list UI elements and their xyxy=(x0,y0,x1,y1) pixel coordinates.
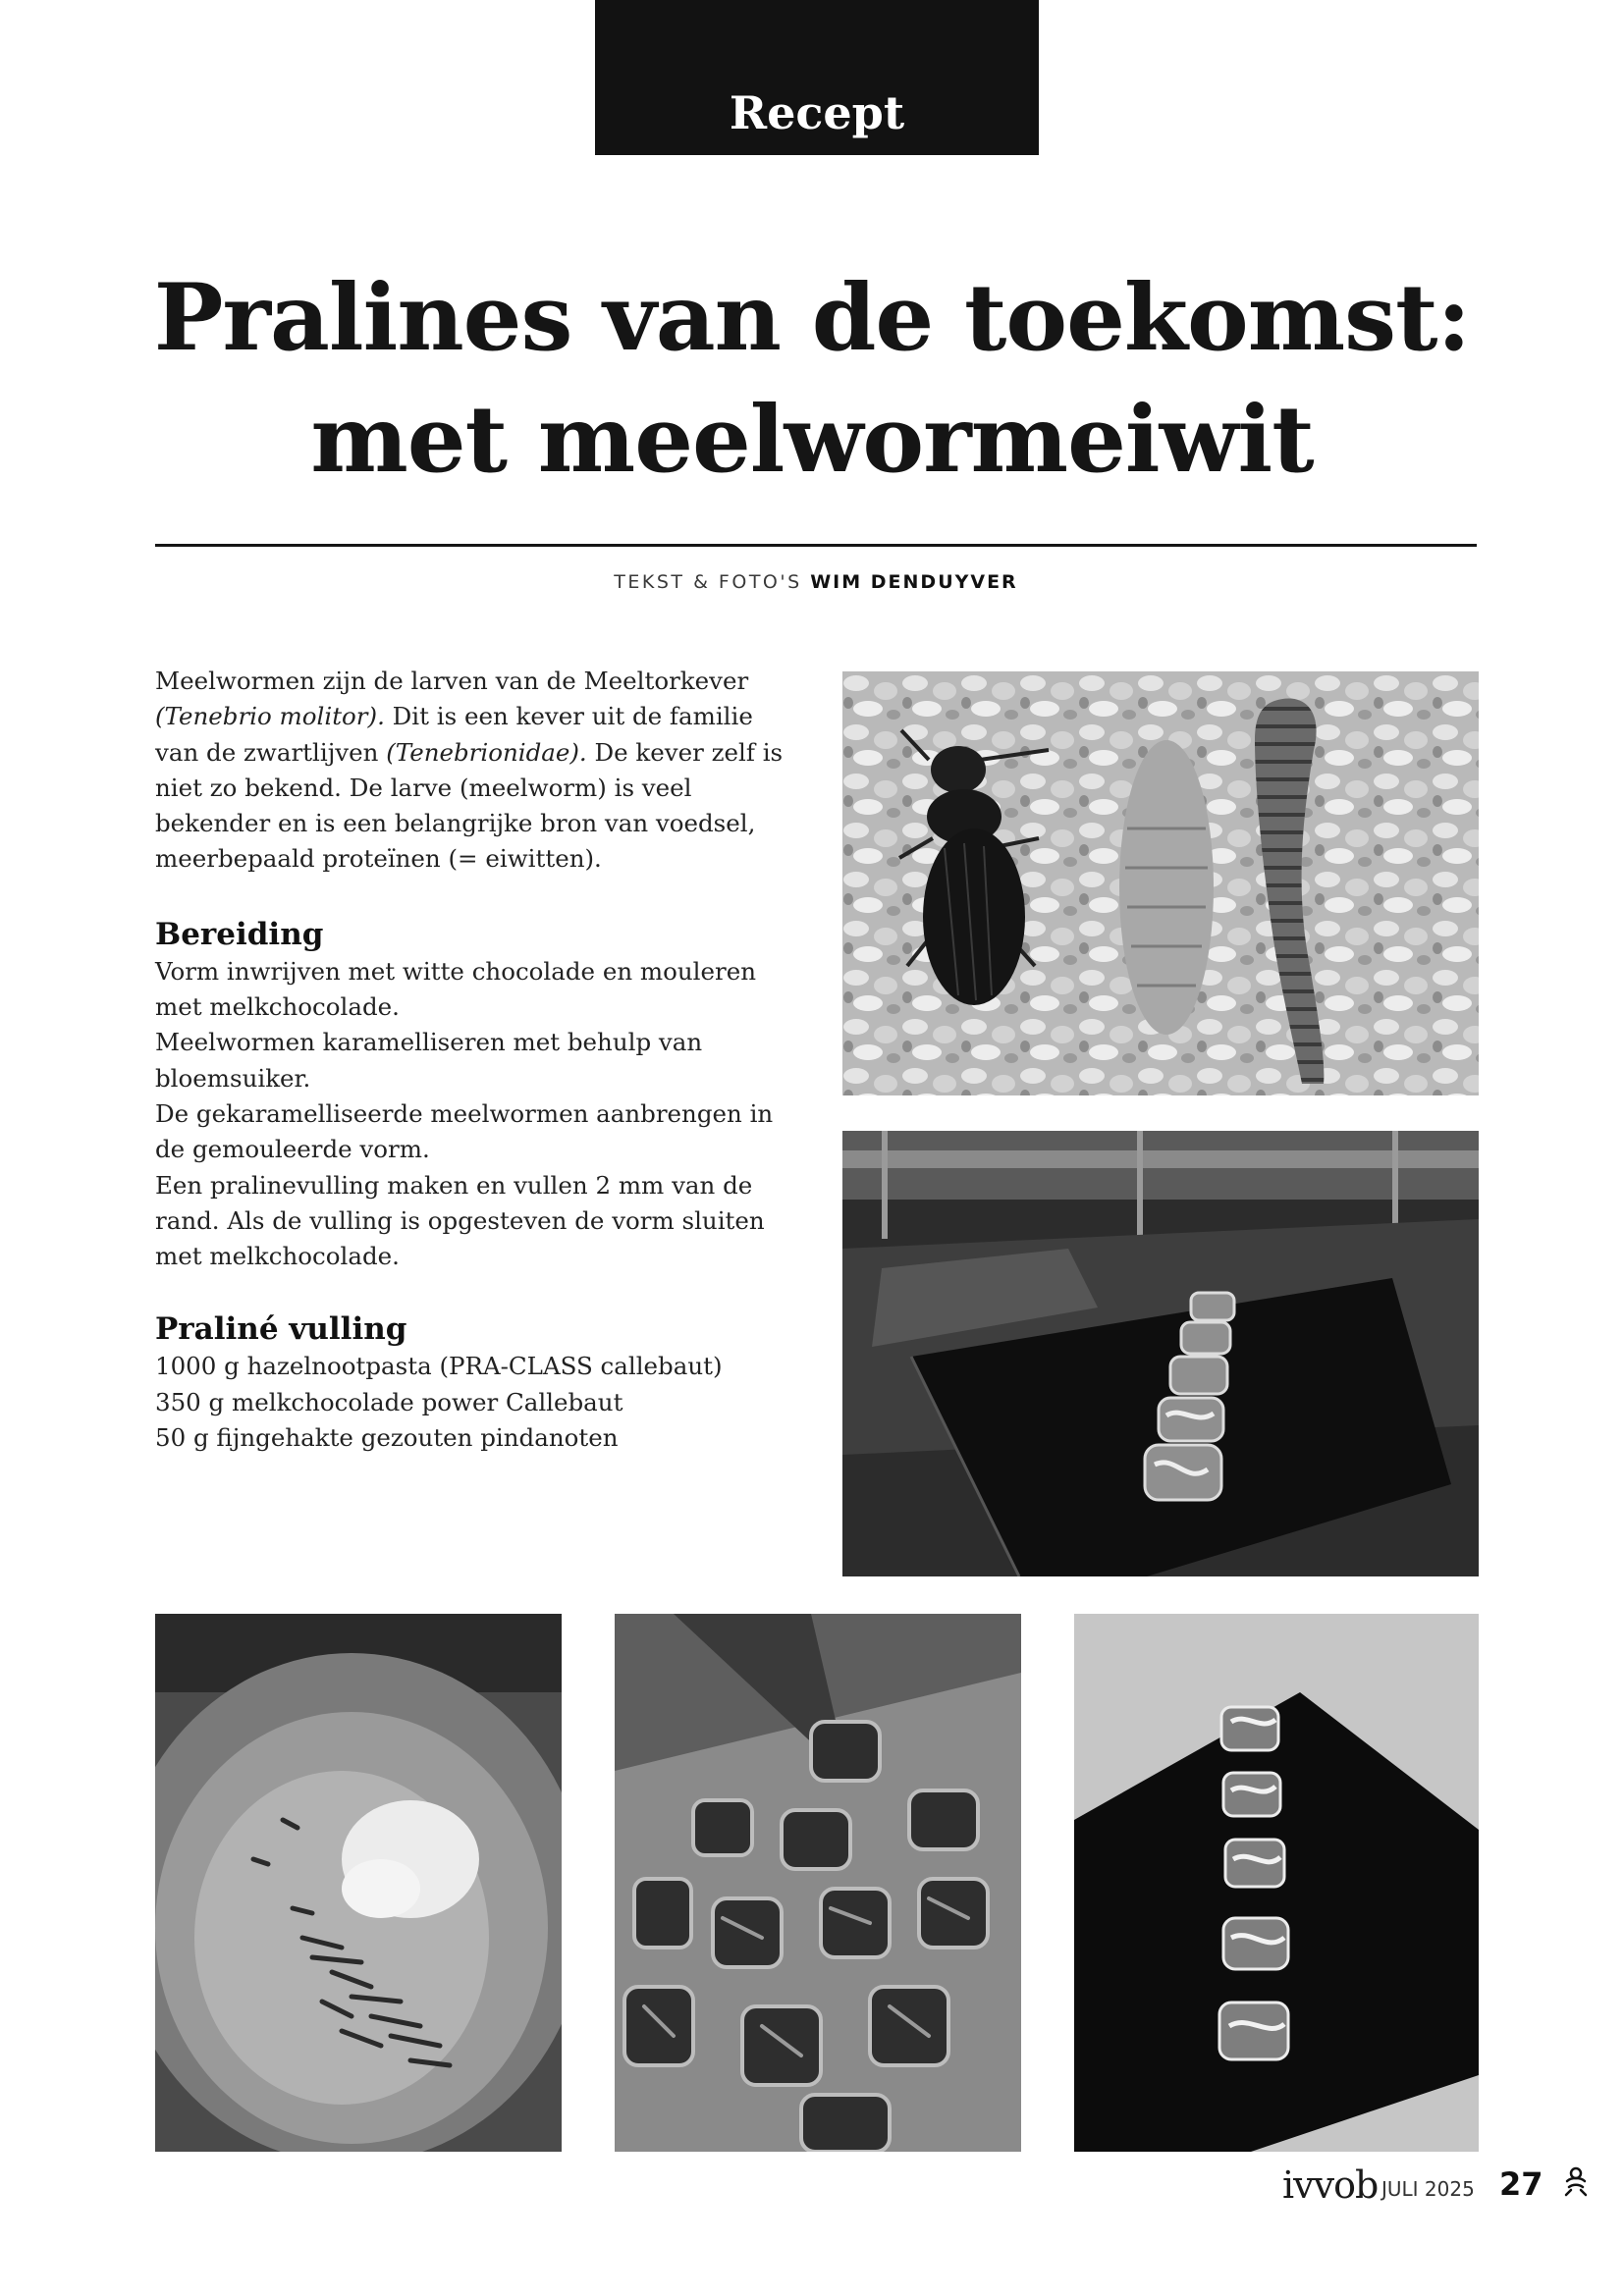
footer-brand: ivvob xyxy=(1282,2163,1379,2207)
photo-filling-mould xyxy=(615,1614,1021,2152)
footer-issue-date: JULI 2025 xyxy=(1381,2177,1475,2201)
intro-text-3: De kever zelf is niet zo bekend. De larve (meelworm) is veel bekender en is een belangrijke bron van voedsel, meerbepaald proteïnen (= eiwitten). xyxy=(155,737,784,874)
bereiding-step: Vorm inwrijven met witte chocolade en mouleren met melkchocolade. xyxy=(155,956,756,1022)
bereiding-heading: Bereiding xyxy=(155,916,324,952)
latin-name-2: (Tenebrionidae). xyxy=(386,737,587,767)
title-line-1: Pralines van de toekomst: xyxy=(153,264,1471,372)
section-tab xyxy=(595,0,1039,155)
page-footer xyxy=(0,2163,1624,2213)
byline-prefix: TEKST & FOTO'S xyxy=(614,571,802,593)
vulling-ingredient: 50 g fijngehakte gezouten pindanoten xyxy=(155,1423,619,1453)
photo-bowl-with-mealworms xyxy=(155,1614,562,2152)
photo-beetle-pupa-larva xyxy=(842,671,1479,1095)
byline-author: WIM DENDUYVER xyxy=(810,571,1018,593)
title-line-2: met meelwormeiwit xyxy=(310,386,1314,494)
intro-text-1: Meelwormen zijn de larven van de Meeltorkever xyxy=(155,667,749,695)
article-body xyxy=(155,664,784,1456)
bee-logo-icon xyxy=(1561,2165,1591,2199)
photo-finished-pralines xyxy=(1074,1614,1479,2152)
vulling-ingredient: 350 g melkchocolade power Callebaut xyxy=(155,1387,623,1416)
page-title xyxy=(98,257,1526,501)
photo-pralines-on-board xyxy=(842,1131,1479,1576)
intro-paragraph xyxy=(155,664,784,878)
section-tab-label: Recept xyxy=(729,86,905,139)
bereiding-step: Een pralinevulling maken en vullen 2 mm van de rand. Als de vulling is opgesteven de vorm sluiten met melkchocolade. xyxy=(155,1170,765,1271)
byline xyxy=(155,571,1477,593)
vulling-heading: Praliné vulling xyxy=(155,1311,407,1348)
title-divider xyxy=(155,544,1477,547)
intro-text-2: Dit is een kever uit de familie van de zwartlijven xyxy=(155,702,753,767)
latin-name-1: (Tenebrio molitor). xyxy=(155,702,385,731)
vulling-ingredient: 1000 g hazelnootpasta (PRA-CLASS callebaut) xyxy=(155,1352,723,1381)
page-number: 27 xyxy=(1499,2165,1543,2203)
bereiding-step: De gekaramelliseerde meelwormen aanbrengen in de gemouleerde vorm. xyxy=(155,1098,774,1164)
bereiding-step: Meelwormen karamelliseren met behulp van bloemsuiker. xyxy=(155,1028,703,1093)
